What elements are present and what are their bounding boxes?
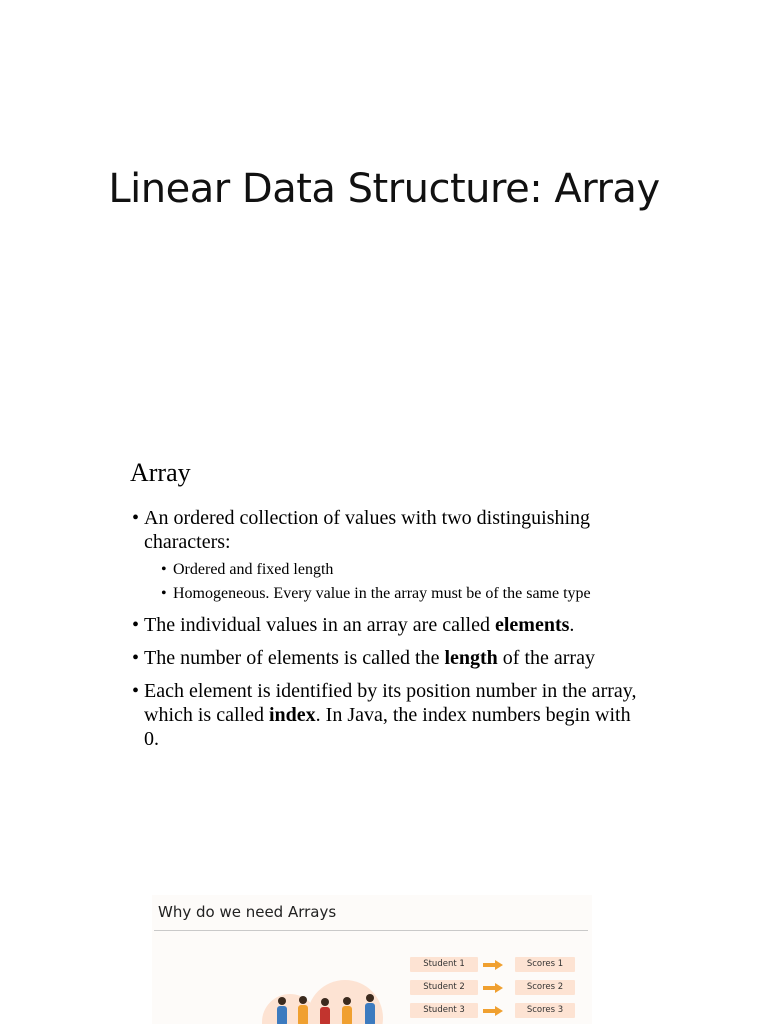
right-arrow-icon bbox=[483, 960, 503, 970]
bullet-index: • Each element is identified by its position number in the array, which is called index. In Java, the index numbers begin with 0. bbox=[130, 679, 650, 751]
term-index: index bbox=[268, 704, 316, 726]
bullet-list bbox=[130, 506, 650, 751]
slide-1-title: Linear Data Structure: Array bbox=[108, 166, 660, 212]
sub-bullet-homogeneous: • Homogeneous. Every value in the array must be of the same type bbox=[159, 584, 650, 604]
student-chip: Student 2 bbox=[410, 980, 478, 995]
slide-3-title: Why do we need Arrays bbox=[158, 903, 337, 921]
right-arrow-icon bbox=[483, 983, 503, 993]
student-chip: Student 3 bbox=[410, 1003, 478, 1018]
score-chip: Scores 1 bbox=[515, 957, 575, 972]
right-arrow-icon bbox=[483, 1006, 503, 1016]
bullet-ordered-collection: • An ordered collection of values with two distinguishing characters: • Ordered and fixed length • Homogeneous. Every value in the array must be of the same type bbox=[130, 506, 650, 604]
score-chip: Scores 3 bbox=[515, 1003, 575, 1018]
slide-2-title: Array bbox=[130, 458, 191, 487]
students-illustration bbox=[250, 970, 400, 1024]
score-chip: Scores 2 bbox=[515, 980, 575, 995]
term-elements: elements bbox=[494, 614, 570, 636]
term-length: length bbox=[444, 647, 498, 669]
slide-3-preview bbox=[152, 895, 592, 1024]
bullet-length: • The number of elements is called the length of the array bbox=[130, 646, 650, 670]
student-chip: Student 1 bbox=[410, 957, 478, 972]
divider bbox=[154, 930, 588, 931]
slide-2-content bbox=[130, 458, 650, 760]
sub-bullet-ordered: • Ordered and fixed length bbox=[159, 560, 650, 580]
bullet-elements: • The individual values in an array are called elements. bbox=[130, 613, 650, 637]
sub-bullet-list bbox=[144, 560, 650, 604]
